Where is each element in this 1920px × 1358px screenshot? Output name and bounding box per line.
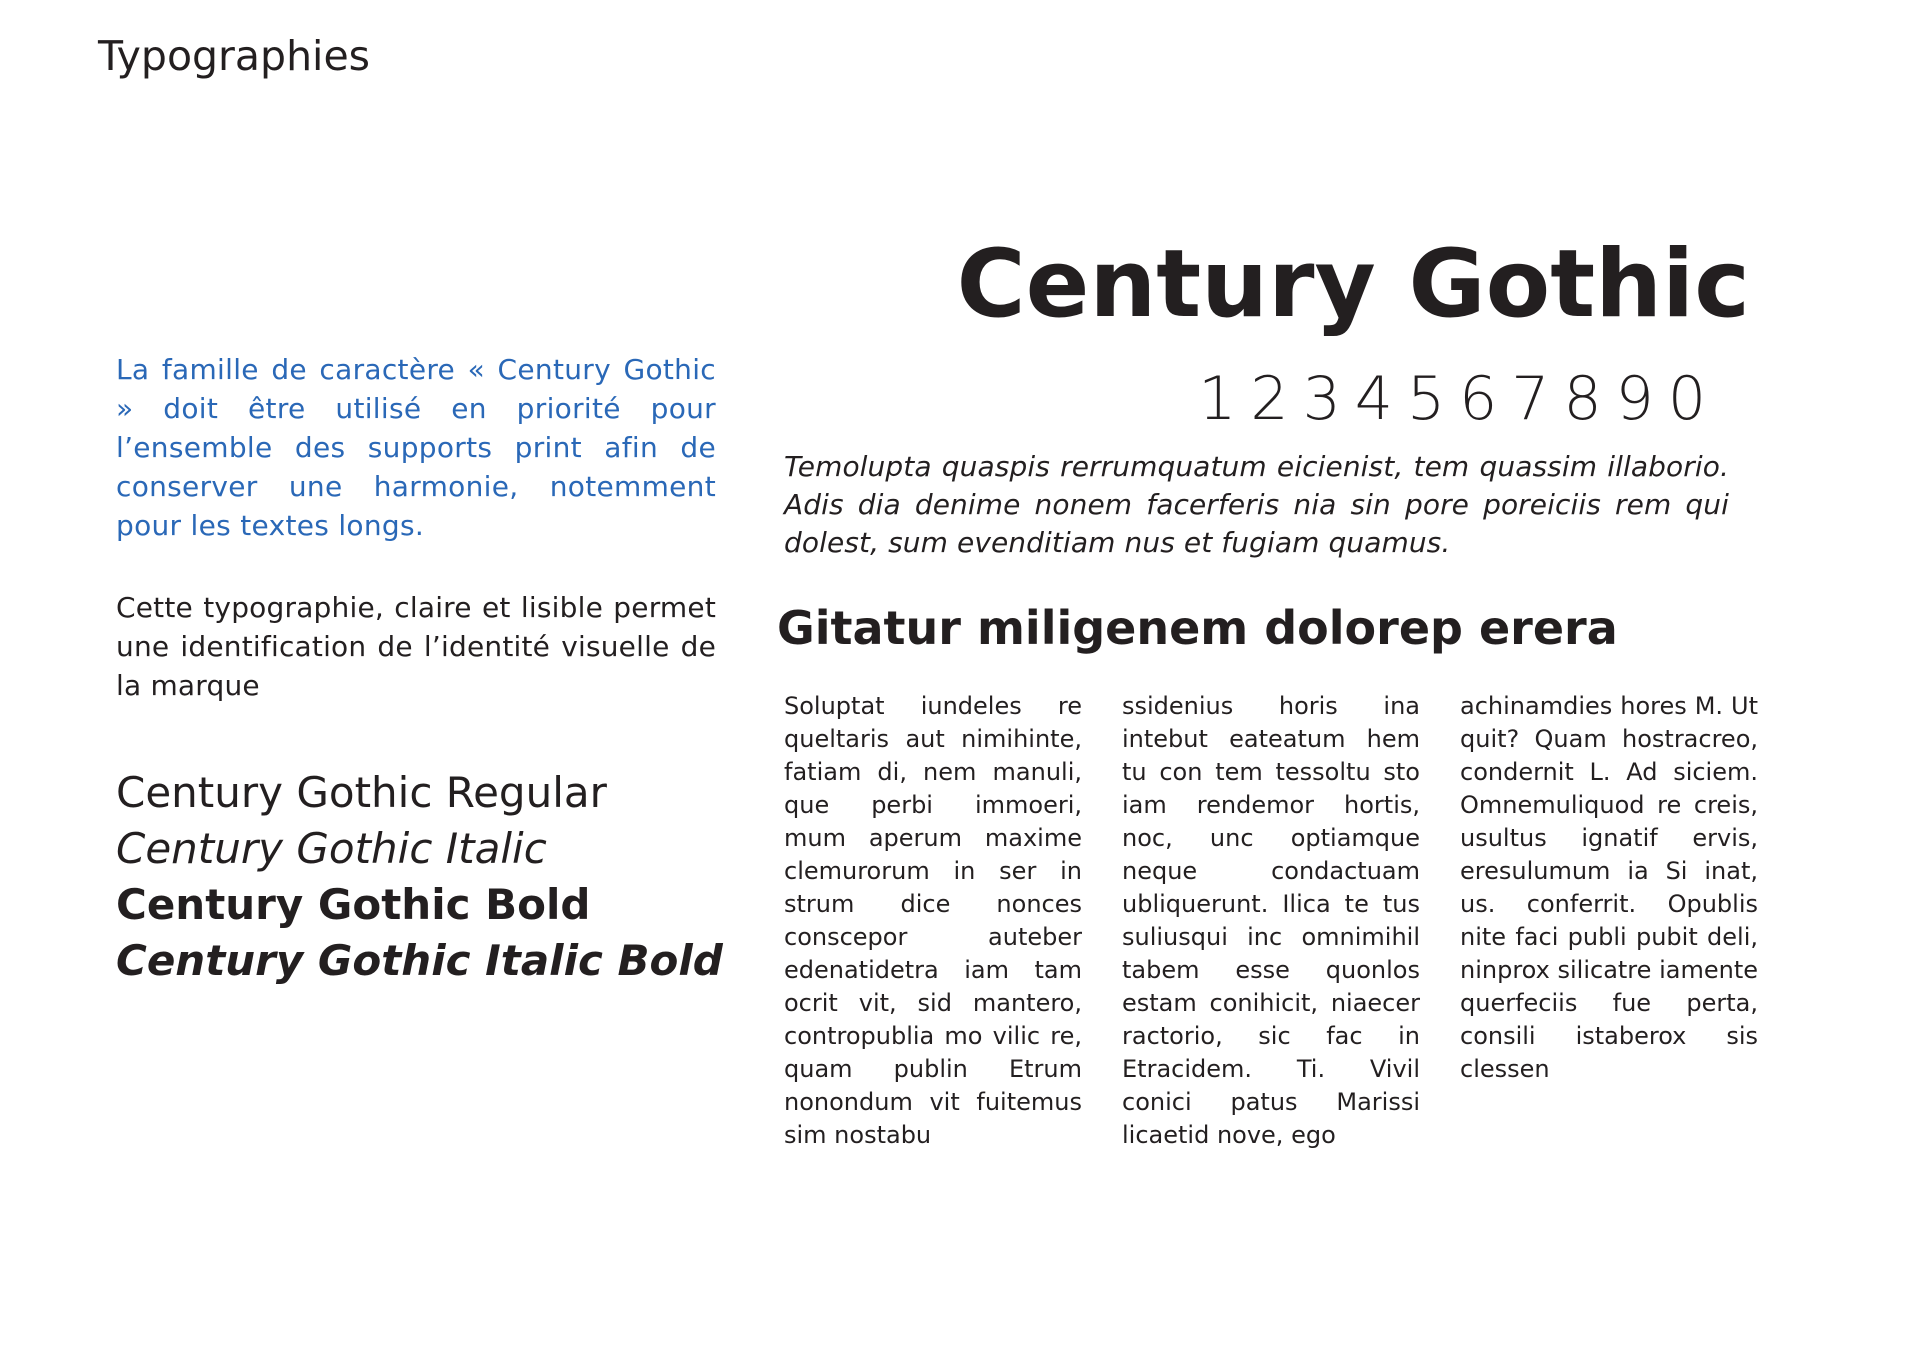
text-column-1: Soluptat iundeles re queltaris aut nimihinte, fatiam di, nem manuli, que perbi immoeri, mum aperum maxime clemurorum in ser in strum dice nonces conscepor auteber edenatidetra iam tam ocrit vit, sid mantero, contropublia mo vilic re, quam publin Etrum nonondum vit fuitemus sim nostabu [784, 692, 1082, 1149]
text-column-3: achinamdies hores M. Ut quit? Quam hostracreo, condernit L. Ad siciem. Omnemuliquod re creis, usultus ignatif ervis, eresulumum ia Si inat, us. conferrit. Opublis nite faci publi pubit deli, ninprox silicatre iamente querfeciis fue perta, consili istaberox sis clessen [1460, 692, 1758, 1083]
intro-black-paragraph: Cette typographie, claire et lisible permet une identification de l’identité visuelle de la marque [116, 591, 716, 702]
variant-italic: Century Gothic Italic [116, 824, 547, 873]
variant-bold: Century Gothic Bold [116, 880, 591, 929]
specimen-lead-paragraph: Temolupta quaspis rerrumquatum eicienist, tem quassim illaborio. Adis dia denime nonem facerferis nia sin pore poreiciis rem qui dolest, sum evenditiam nus et fugiam quamus. [784, 450, 1729, 559]
variant-bold-italic: Century Gothic Italic Bold [116, 936, 723, 985]
specimen-title: Century Gothic [956, 230, 1750, 339]
specimen-numerals: 1234567890 [1198, 364, 1720, 434]
page-title: Typographies [98, 32, 371, 80]
text-column-2: ssidenius horis ina intebut eateatum hem tu con tem tessoltu sto iam rendemor hortis, noc, unc optiamque neque condactuam ubliquerunt. Ilica te tus suliusqui inc omnimihil tabem esse quonlos estam conihicit, niaecer ractorio, sic fac in Etracidem. Ti. Vivil conici patus Marissi licaetid nove, ego [1122, 692, 1420, 1149]
specimen-subheading: Gitatur miligenem dolorep erera [777, 601, 1618, 655]
intro-blue-paragraph: La famille de caractère « Century Gothic » doit être utilisé en priorité pour l’ensemble des supports print afin de conserver une harmonie, notemment pour les textes longs. [116, 353, 716, 542]
variant-regular: Century Gothic Regular [116, 768, 607, 817]
